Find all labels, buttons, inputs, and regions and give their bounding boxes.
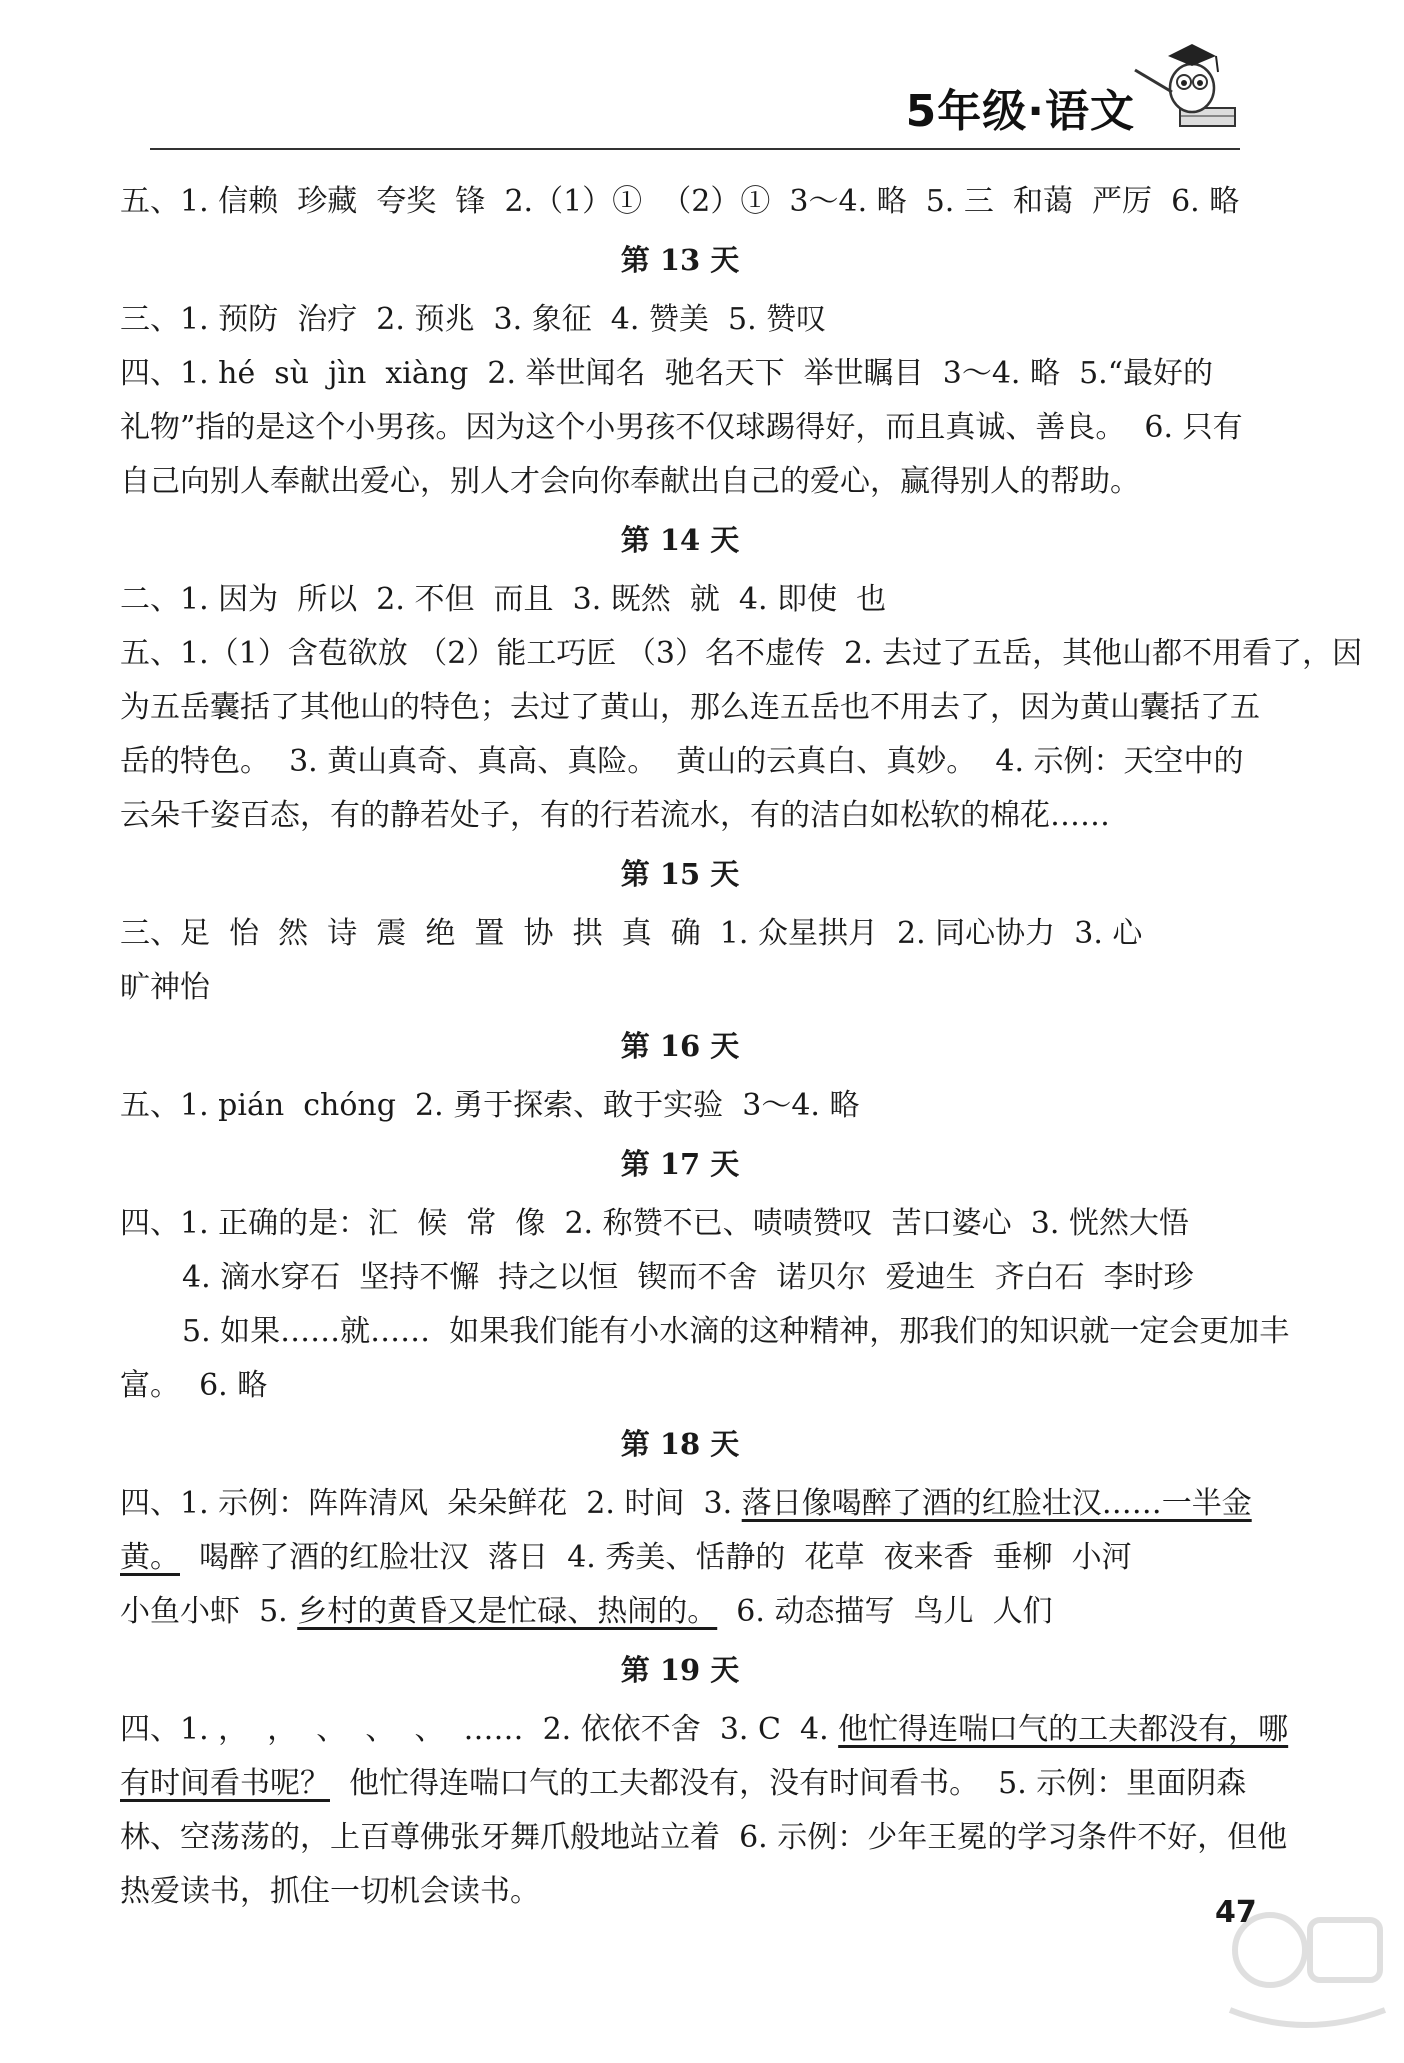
section-heading: 第 16 天 <box>620 1029 740 1063</box>
answer-text: 喝醉了酒的红脸壮汉 落日 4. 秀美、恬静的 花草 夜来香 垂柳 小河 <box>180 1540 1132 1575</box>
section-heading: 第 14 天 <box>620 523 740 557</box>
watermark-logo-icon <box>1210 1880 1400 2055</box>
answer-line: 五、1. 信赖 珍藏 夸奖 锋 2.（1）① （2）① 3～4. 略 5. 三 和蔼 严厉 6. 略 <box>120 184 1240 219</box>
answer-line: 4. 滴水穿石 坚持不懈 持之以恒 锲而不舍 诺贝尔 爱迪生 齐白石 李时珍 <box>182 1260 1194 1295</box>
answer-line: 礼物”指的是这个小男孩。因为这个小男孩不仅球踢得好，而且真诚、善良。 6. 只有 <box>120 410 1243 445</box>
answer-line: 自己向别人奉献出爱心，别人才会向你奉献出自己的爱心，赢得别人的帮助。 <box>120 464 1140 499</box>
answer-text: 6. 动态描写 鸟儿 人们 <box>717 1594 1053 1629</box>
section-heading: 第 19 天 <box>620 1653 740 1687</box>
page-header <box>150 30 1240 137</box>
underlined-sentence: 有时间看书呢？ <box>120 1766 330 1801</box>
underlined-sentence: 黄。 <box>120 1540 180 1575</box>
owl-mascot-icon <box>1130 30 1240 140</box>
answer-line: 岳的特色。 3. 黄山真奇、真高、真险。 黄山的云真白、真妙。 4. 示例：天空中的 <box>120 744 1244 779</box>
answer-line: 林、空荡荡的，上百尊佛张牙舞爪般地站立着 6. 示例：少年王冕的学习条件不好，但他 <box>120 1820 1288 1855</box>
answer-line: 三、足 怡 然 诗 震 绝 置 协 拱 真 确 1. 众星拱月 2. 同心协力 3. 心 <box>120 916 1143 951</box>
answer-text: 小鱼小虾 5. <box>120 1594 298 1629</box>
header-title: 5年级·语文 <box>905 86 1135 137</box>
answer-line: 三、1. 预防 治疗 2. 预兆 3. 象征 4. 赞美 5. 赞叹 <box>120 302 827 337</box>
section-heading: 第 18 天 <box>620 1427 740 1461</box>
answer-line: 五、1. pián chóng 2. 勇于探索、敢于实验 3～4. 略 <box>120 1088 860 1123</box>
section-heading: 第 15 天 <box>620 857 740 891</box>
section-heading: 第 17 天 <box>620 1147 740 1181</box>
answer-line <box>120 1531 1240 1585</box>
answer-line: 五、1.（1）含苞欲放 （2）能工巧匠 （3）名不虚传 2. 去过了五岳，其他山都不用看了，因 <box>120 636 1363 671</box>
answer-line: 为五岳囊括了其他山的特色；去过了黄山，那么连五岳也不用去了，因为黄山囊括了五 <box>120 690 1260 725</box>
answer-text: 四、1. 示例：阵阵清风 朵朵鲜花 2. 时间 3. <box>120 1486 742 1521</box>
answer-line: 热爱读书，抓住一切机会读书。 <box>120 1874 540 1909</box>
answer-line: 富。 6. 略 <box>120 1368 268 1403</box>
answer-line <box>120 1757 1247 1811</box>
answer-line: 旷神怡 <box>120 970 210 1005</box>
answer-line <box>120 1477 1252 1531</box>
underlined-sentence: 乡村的黄昏又是忙碌、热闹的。 <box>297 1594 718 1629</box>
page-number: 47 <box>1215 1895 1257 1930</box>
answer-line: 5. 如果……就…… 如果我们能有小水滴的这种精神，那我们的知识就一定会更加丰 <box>182 1314 1290 1349</box>
answer-line: 四、1. hé sù jìn xiàng 2. 举世闻名 驰名天下 举世瞩目 3～4. 略 5.“最好的 <box>120 356 1214 391</box>
answer-text: 他忙得连喘口气的工夫都没有，没有时间看书。 5. 示例：里面阴森 <box>330 1766 1247 1801</box>
section-heading: 第 13 天 <box>620 243 740 277</box>
answer-line: 四、1. 正确的是：汇 候 常 像 2. 称赞不已、啧啧赞叹 苦口婆心 3. 恍然大悟 <box>120 1206 1189 1241</box>
underlined-sentence: 落日像喝醉了酒的红脸壮汉……一半金 <box>741 1486 1252 1521</box>
answer-line <box>120 1703 1289 1757</box>
answer-line: 云朵千姿百态，有的静若处子，有的行若流水，有的洁白如松软的棉花…… <box>120 798 1110 833</box>
answer-line: 二、1. 因为 所以 2. 不但 而且 3. 既然 就 4. 即使 也 <box>120 582 887 617</box>
header-divider <box>150 148 1240 150</box>
answer-line <box>120 1585 1240 1639</box>
underlined-sentence: 他忙得连喘口气的工夫都没有，哪 <box>838 1712 1289 1747</box>
answer-text: 四、1. ， ， 、 、 、 …… 2. 依依不舍 3. C 4. <box>120 1712 839 1747</box>
